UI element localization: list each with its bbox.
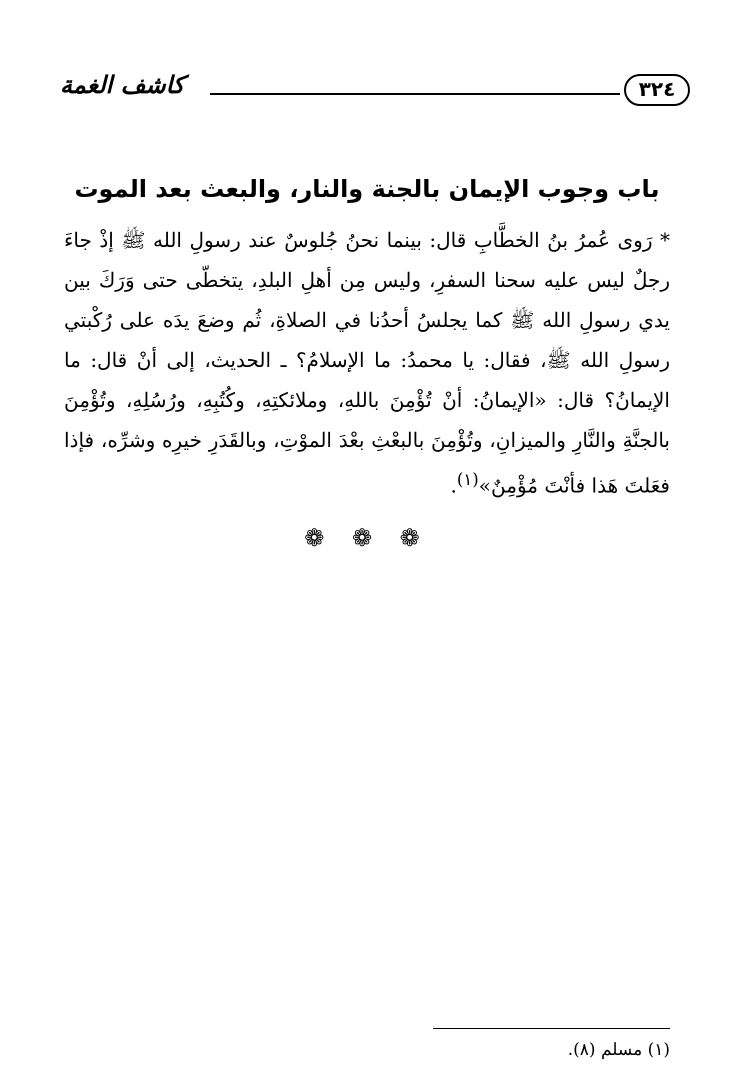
page-content <box>64 172 670 552</box>
header-rule <box>210 93 620 95</box>
page-header <box>60 68 690 112</box>
hadith-paragraph <box>64 220 670 506</box>
footnote-marker[interactable]: (١) <box>456 470 479 489</box>
chapter-title: باب وجوب الإيمان بالجنة والنار، والبعث بعد الموت <box>74 175 660 203</box>
running-title: كاشف الغمة <box>60 70 185 99</box>
footnote-rule <box>433 1028 670 1029</box>
hadith-text: * رَوى عُمرُ بنُ الخطَّابِ قال: بينما نحنُ جُلوسٌ عند رسولِ الله ﷺ إذْ جاءَ رجلٌ ليس عليه سحنا السفرِ، وليس مِن أهلِ البلدِ، يتخطّى حتى وَرَكَ بين يدي رسولِ الله ﷺ كما يجلسُ أحدُنا في الصلاةِ، ثُم وضعَ يدَه على رُكْبتي رسولِ الله ﷺ، فقال: يا محمدُ: ما الإسلامُ؟ ـ الحديث، إلى أنْ قال: ما الإيمانُ؟ قال: «الإيمانُ: أنْ تُؤْمِنَ باللهِ، وملائكتِهِ، وكُتُبِهِ، ورُسُلِهِ، وتُؤْمِنَ بالجنَّةِ والنَّارِ والميزانِ، وتُؤْمِنَ بالبعْثِ بعْدَ الموْتِ، وبالقَدَرِ خيرِه وشرِّه، فإذا فعَلتَ هَذا فأنْتَ مُؤْمِنٌ» <box>64 228 670 498</box>
end-punctuation: . <box>450 473 457 498</box>
page-number: ٣٢٤ <box>624 74 690 106</box>
section-ornaments: ❁ ❁ ❁ <box>304 523 430 552</box>
footnote: (١) مسلم (٨). <box>567 1040 670 1060</box>
